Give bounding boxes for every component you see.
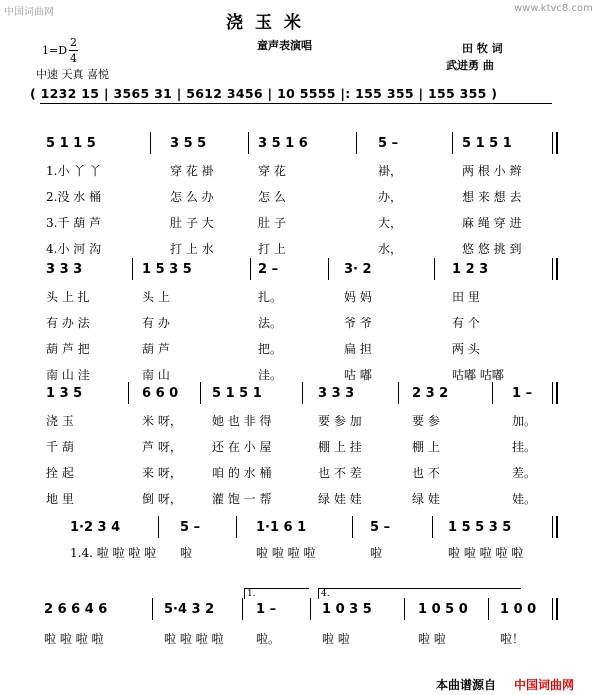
- bar-line: [152, 598, 153, 620]
- bar-line: [552, 516, 558, 538]
- lyric-text: 洼。: [258, 368, 283, 382]
- lyric-text: 法。: [258, 316, 283, 330]
- song-title: 浇玉米: [226, 13, 313, 33]
- lyric-text: 葫 芦 把: [46, 342, 90, 356]
- bar-line: [310, 598, 311, 620]
- key-signature: 1=D: [42, 44, 68, 57]
- lyric-text: 麻 绳 穿 进: [462, 216, 522, 230]
- bar-line: [434, 258, 435, 280]
- note-group: 1 3 5: [46, 386, 83, 401]
- source-site: 中国词曲网: [514, 678, 575, 692]
- lyric-text: 田 里: [452, 290, 480, 304]
- lyric-text: 怎 么: [258, 190, 286, 204]
- bar-line: [242, 598, 243, 620]
- note-group: 5 –: [180, 520, 201, 535]
- note-group: 1·1 6 1: [256, 520, 307, 535]
- time-denominator: 4: [70, 52, 77, 65]
- lyric-text: 啦 啦: [418, 632, 446, 646]
- bar-line: [250, 258, 251, 280]
- time-fraction-line: [69, 50, 78, 51]
- lyric-text: 还 在 小 屋: [212, 440, 272, 454]
- lyricist-credit: 田 牧 词: [462, 42, 503, 55]
- bar-line: [432, 516, 433, 538]
- lyric-text: 灌 饱 一 帮: [212, 492, 272, 506]
- bar-line: [248, 132, 249, 154]
- note-group: 1 0 3 5: [322, 602, 372, 617]
- lyric-text: 2.没 水 桶: [46, 190, 102, 204]
- section-2: [0, 262, 602, 382]
- lyric-text: 啦！: [500, 632, 525, 646]
- lyric-text: 3.千 葫 芦: [46, 216, 102, 230]
- lyric-text: 爷 爷: [344, 316, 372, 330]
- lyric-text: 芦 呀，: [142, 440, 182, 454]
- bar-line: [200, 382, 201, 404]
- volta-bracket: 4.: [318, 588, 521, 599]
- bar-line: [398, 382, 399, 404]
- lyric-text: 娃。: [512, 492, 537, 506]
- lyric-text: 也 不 差: [318, 466, 362, 480]
- lyric-text: 咕嘟 咕嘟: [452, 368, 504, 382]
- lyric-text: 要 参 加: [318, 414, 362, 428]
- lyric-text: 啦 啦: [322, 632, 350, 646]
- lyric-text: 有 办: [142, 316, 170, 330]
- note-group: 3 5 1 6: [258, 136, 308, 151]
- lyric-text: 大，: [378, 216, 403, 230]
- volta-bracket: 1.: [244, 588, 309, 599]
- bar-line: [552, 258, 558, 280]
- lyric-text: 打 上: [258, 242, 286, 256]
- lyric-text: 咕 嘟: [344, 368, 372, 382]
- lyric-text: 打 上 水: [170, 242, 214, 256]
- lyric-text: 啦 啦 啦 啦: [44, 632, 104, 646]
- bar-line: [488, 598, 489, 620]
- bar-line: [552, 132, 558, 154]
- section-5: [0, 589, 602, 652]
- lyric-text: 也 不: [412, 466, 440, 480]
- lyric-text: 啦 啦 啦 啦: [256, 546, 316, 560]
- lyric-text: 啦 啦 啦 啦 啦: [448, 546, 524, 560]
- lyric-text: 肚 子 大: [170, 216, 214, 230]
- section-1: [0, 136, 602, 256]
- note-group: 1 –: [256, 602, 277, 617]
- lyric-text: 有 办 法: [46, 316, 90, 330]
- lyric-text: 棚 上: [412, 440, 440, 454]
- note-group: 1·2 3 4: [70, 520, 121, 535]
- note-group: 5 1 5 1: [212, 386, 262, 401]
- performer-note: 童声表演唱: [257, 39, 312, 52]
- lyric-text: 啦 啦 啦 啦: [164, 632, 224, 646]
- note-group: 2 –: [258, 262, 279, 277]
- note-group: 1 5 5 3 5: [448, 520, 512, 535]
- bar-line: [158, 516, 159, 538]
- bar-line: [552, 382, 558, 404]
- site-watermark-right: www.ktvc8.com: [514, 3, 593, 14]
- bar-line: [236, 516, 237, 538]
- note-group: 1 2 3: [452, 262, 489, 277]
- bar-line: [356, 132, 357, 154]
- lyric-text: 想 来 想 去: [462, 190, 522, 204]
- lyric-text: 浇 玉: [46, 414, 74, 428]
- lyric-text: 差。: [512, 466, 537, 480]
- note-group: 1 –: [512, 386, 533, 401]
- lyric-text: 绿 娃: [412, 492, 440, 506]
- lyric-text: 千 葫: [46, 440, 74, 454]
- tempo-marking: 中速 天真 喜悦: [36, 68, 109, 81]
- lyric-text: 头 上 扎: [46, 290, 90, 304]
- bar-line: [150, 132, 151, 154]
- lyric-text: 1.4. 啦 啦 啦 啦: [70, 546, 157, 560]
- lyric-text: 啦: [370, 546, 383, 560]
- lyric-text: 米 呀，: [142, 414, 182, 428]
- lyric-text: 加。: [512, 414, 537, 428]
- note-group: 1 0 0: [500, 602, 537, 617]
- section-3: [0, 386, 602, 506]
- lyric-text: 肚 子: [258, 216, 286, 230]
- lyric-text: 啦。: [256, 632, 281, 646]
- bar-line: [328, 258, 329, 280]
- note-group: 2 3 2: [412, 386, 449, 401]
- lyric-text: 办，: [378, 190, 403, 204]
- lyric-text: 棚 上 挂: [318, 440, 362, 454]
- intro-line: ( 1232 15 | 3565 31 | 5612 3456 | 10 5555 |: 155 355 | 155 355 ): [30, 86, 498, 101]
- lyric-text: 怎 么 办: [170, 190, 214, 204]
- bar-line: [302, 382, 303, 404]
- lyric-text: 妈 妈: [344, 290, 372, 304]
- bar-line: [452, 132, 453, 154]
- lyric-text: 有 个: [452, 316, 480, 330]
- note-group: 3· 2: [344, 262, 372, 277]
- note-group: 1 0 5 0: [418, 602, 468, 617]
- lyric-text: 两 根 小 辫: [462, 164, 522, 178]
- lyric-text: 水，: [378, 242, 403, 256]
- bar-line: [132, 258, 133, 280]
- lyric-text: 要 参: [412, 414, 440, 428]
- lyric-text: 南 山 洼: [46, 368, 90, 382]
- bar-line: [404, 598, 405, 620]
- lyric-text: 地 里: [46, 492, 74, 506]
- lyric-text: 扎。: [258, 290, 283, 304]
- lyric-text: 来 呀，: [142, 466, 182, 480]
- lyric-text: 褂，: [378, 164, 403, 178]
- note-group: 3 3 3: [46, 262, 83, 277]
- bar-line: [128, 382, 129, 404]
- note-group: 3 3 3: [318, 386, 355, 401]
- lyric-text: 1.小 丫 丫: [46, 164, 102, 178]
- source-label: 本曲谱源自: [436, 678, 497, 692]
- lyric-text: 4.小 河 沟: [46, 242, 102, 256]
- lyric-text: 拴 起: [46, 466, 74, 480]
- site-watermark-left: 中国词曲网: [4, 7, 54, 18]
- lyric-text: 穿 花 褂: [170, 164, 214, 178]
- lyric-text: 倒 呀，: [142, 492, 182, 506]
- bar-line: [352, 516, 353, 538]
- note-group: 2 6 6 4 6: [44, 602, 108, 617]
- lyric-text: 穿 花: [258, 164, 286, 178]
- note-group: 5 1 5 1: [462, 136, 512, 151]
- lyric-text: 绿 娃 娃: [318, 492, 362, 506]
- intro-underline: [40, 103, 552, 104]
- lyric-text: 咱 的 水 桶: [212, 466, 272, 480]
- composer-credit: 武进勇 曲: [446, 59, 494, 72]
- lyric-text: 挂。: [512, 440, 537, 454]
- bar-line: [552, 598, 558, 620]
- time-numerator: 2: [70, 36, 77, 49]
- lyric-text: 把。: [258, 342, 283, 356]
- lyric-text: 扁 担: [344, 342, 372, 356]
- lyric-text: 啦: [180, 546, 193, 560]
- note-group: 5 –: [370, 520, 391, 535]
- note-group: 1 5 3 5: [142, 262, 192, 277]
- lyric-text: 葫 芦: [142, 342, 170, 356]
- lyric-text: 头 上: [142, 290, 170, 304]
- note-group: 5 –: [378, 136, 399, 151]
- note-group: 6 6 0: [142, 386, 179, 401]
- note-group: 5·4 3 2: [164, 602, 215, 617]
- lyric-text: 南 山: [142, 368, 170, 382]
- section-4: [0, 520, 602, 560]
- lyric-text: 她 也 非 得: [212, 414, 272, 428]
- note-group: 5 1 1 5: [46, 136, 96, 151]
- lyric-text: 两 头: [452, 342, 480, 356]
- lyric-text: 悠 悠 挑 到: [462, 242, 522, 256]
- note-group: 3 5 5: [170, 136, 207, 151]
- bar-line: [492, 382, 493, 404]
